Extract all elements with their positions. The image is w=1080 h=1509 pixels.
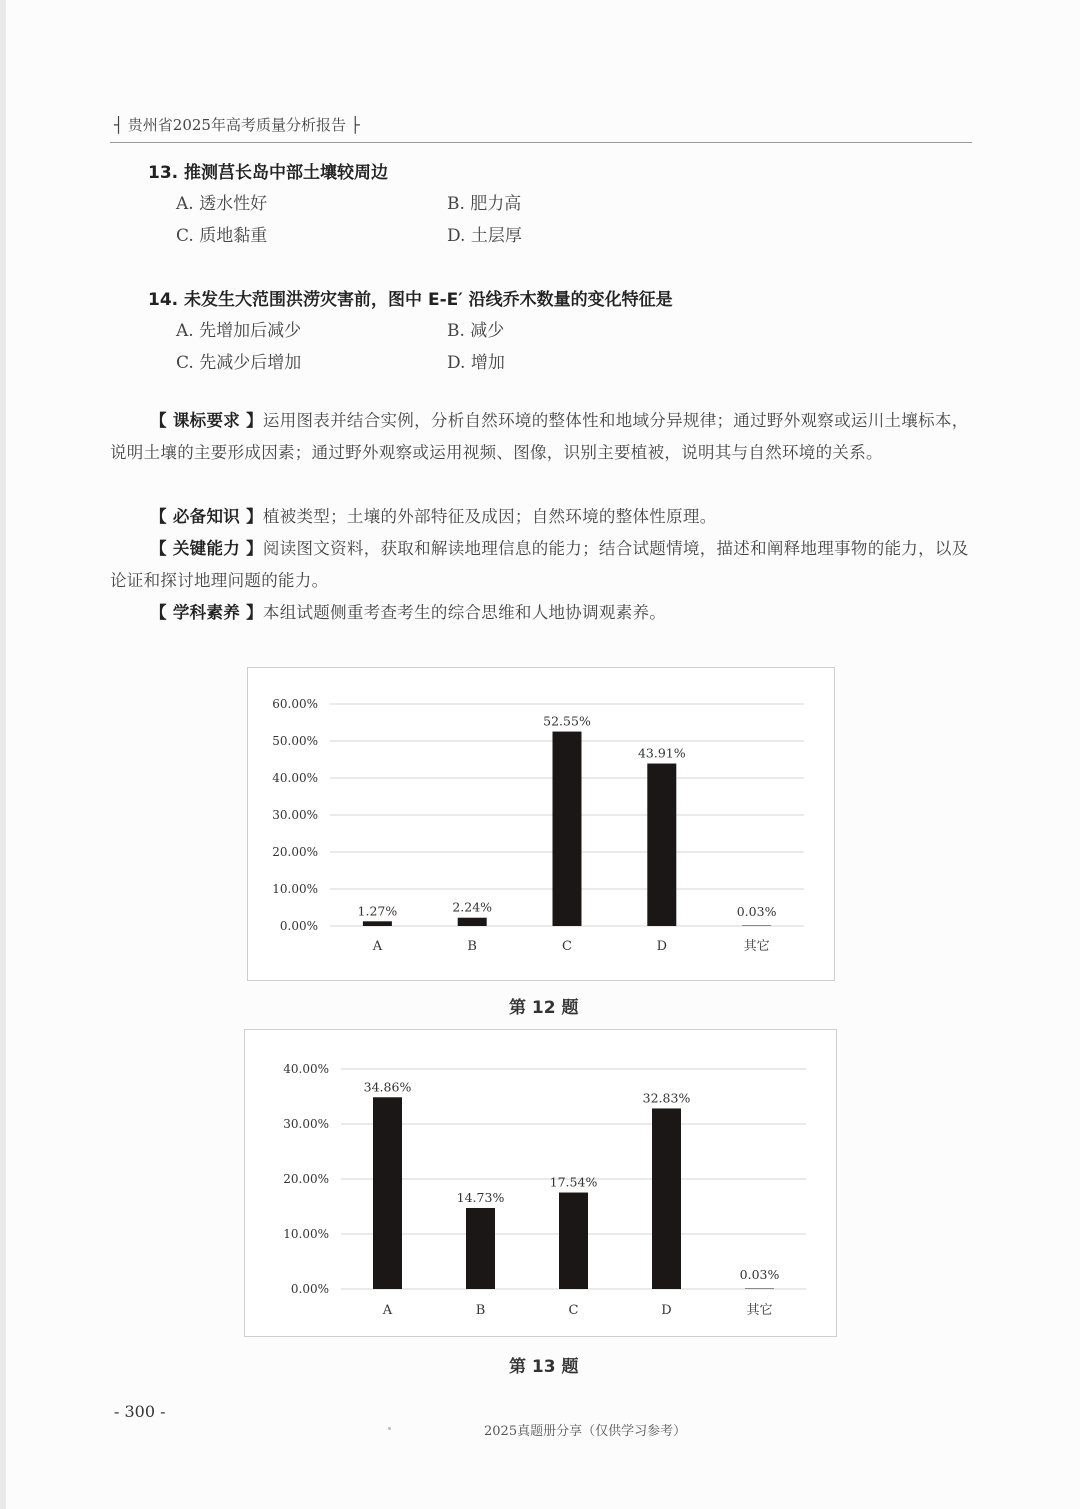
y-tick-label: 40.00% (283, 1062, 329, 1076)
data-label: 2.24% (452, 899, 493, 915)
y-tick-label: 20.00% (283, 1172, 329, 1186)
key-ability-text: 阅读图文资料，获取和解读地理信息的能力；结合试题情境，描述和阐释地理事物的能力，以及论证和探讨地理问题的能力。 (110, 539, 969, 590)
x-category-label: B (467, 939, 477, 954)
essential-knowledge-tag: 【 必备知识 】 (150, 507, 263, 526)
question-13-option-a: A. 透水性好 (176, 194, 268, 214)
x-category-label: 其它 (746, 1303, 773, 1318)
header-title: ┤ 贵州省2025年高考质量分析报告 ├ (114, 116, 360, 134)
chart-question-12-svg (248, 668, 834, 980)
chart-question-13-caption: 第 13 题 (509, 1357, 579, 1377)
curriculum-requirement-paragraph (110, 405, 972, 469)
y-tick-label: 20.00% (272, 845, 318, 859)
y-tick-label: 60.00% (272, 697, 318, 711)
x-category-label: D (656, 939, 668, 954)
x-category-label: C (562, 939, 572, 954)
curriculum-requirement-tag: 【 课标要求 】 (150, 411, 263, 430)
chart-question-13 (244, 1029, 837, 1337)
running-header (110, 110, 972, 143)
x-category-label: 其它 (743, 939, 770, 954)
question-14-stem: 14. 未发生大范围洪涝灾害前，图中 E-E′ 沿线乔木数量的变化特征是 (148, 290, 673, 310)
bar-A (373, 1097, 402, 1289)
y-tick-label: 10.00% (283, 1227, 329, 1241)
question-13-option-c: C. 质地黏重 (176, 226, 268, 246)
question-13-stem: 13. 推测莒长岛中部土壤较周边 (148, 163, 389, 183)
data-label: 1.27% (357, 903, 398, 919)
bar-C (553, 732, 582, 926)
x-category-label: A (382, 1303, 393, 1318)
y-tick-label: 0.00% (279, 919, 318, 933)
chart-question-12-caption: 第 12 题 (509, 998, 579, 1018)
question-14-option-a: A. 先增加后减少 (176, 321, 302, 341)
page-number: - 300 - (114, 1402, 166, 1421)
page-edge-shadow (0, 0, 6, 1509)
x-category-label: A (372, 939, 383, 954)
question-14-option-b: B. 减少 (447, 321, 505, 341)
data-label: 43.91% (637, 745, 686, 761)
essential-knowledge-text: 植被类型；土壤的外部特征及成因；自然环境的整体性原理。 (262, 507, 717, 526)
key-ability-paragraph (110, 533, 972, 597)
question-13-option-d: D. 土层厚 (447, 226, 522, 246)
footer-note: 2025真题册分享（仅供学习参考） (484, 1424, 687, 1439)
scan-speck (388, 1427, 391, 1430)
chart-question-13-svg (245, 1030, 836, 1336)
bar-其它 (745, 1289, 774, 1290)
question-13-option-b: B. 肥力高 (447, 194, 522, 214)
y-tick-label: 30.00% (272, 808, 318, 822)
key-ability-tag: 【 关键能力 】 (150, 539, 263, 558)
bar-B (466, 1208, 495, 1289)
subject-literacy-tag: 【 学科素养 】 (150, 603, 263, 622)
question-14-option-d: D. 增加 (447, 353, 505, 373)
question-14-option-c: C. 先减少后增加 (176, 353, 302, 373)
bar-D (647, 764, 676, 926)
y-tick-label: 30.00% (283, 1117, 329, 1131)
bar-A (363, 921, 392, 926)
x-category-label: C (568, 1303, 579, 1318)
x-category-label: D (661, 1303, 672, 1318)
y-tick-label: 50.00% (272, 734, 318, 748)
subject-literacy-text: 本组试题侧重考查考生的综合思维和人地协调观素养。 (262, 603, 667, 622)
subject-literacy-paragraph (110, 597, 972, 629)
data-label: 32.83% (642, 1090, 691, 1106)
essential-knowledge-paragraph (110, 501, 972, 533)
curriculum-requirement-text: 运用图表并结合实例，分析自然环境的整体性和地域分异规律；通过野外观察或运川土壤标本，说明土壤的主要形成因素；通过野外观察或运用视频、图像，识别主要植被，说明其与自然环境的关系。 (110, 411, 969, 462)
y-tick-label: 40.00% (272, 771, 318, 785)
data-label: 0.03% (739, 1266, 780, 1282)
x-category-label: B (475, 1303, 486, 1318)
bar-C (559, 1193, 588, 1289)
y-tick-label: 0.00% (290, 1282, 329, 1296)
bar-B (458, 918, 487, 926)
bar-其它 (742, 926, 771, 927)
y-tick-label: 10.00% (272, 882, 318, 896)
chart-question-12 (247, 667, 835, 981)
data-label: 14.73% (456, 1189, 505, 1205)
data-label: 0.03% (736, 903, 777, 919)
data-label: 52.55% (543, 713, 591, 729)
data-label: 34.86% (363, 1079, 412, 1095)
data-label: 17.54% (549, 1174, 598, 1190)
bar-D (652, 1108, 681, 1289)
